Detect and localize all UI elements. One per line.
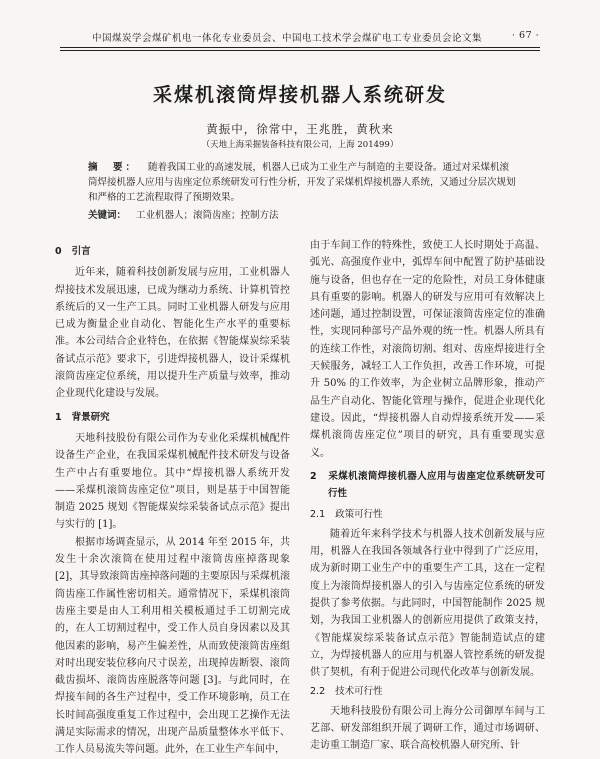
- subsection-number: 2.1: [310, 509, 326, 521]
- page-number: · 67 ·: [512, 30, 540, 41]
- keywords-text: 工业机器人；滚筒齿座；控制方法: [136, 210, 279, 221]
- section-number: 2: [310, 470, 317, 482]
- affiliation: （天地上海采掘装备科技有限公司，上海 201499）: [201, 140, 399, 150]
- section-title: 引言: [71, 246, 91, 257]
- section-heading-introduction: [55, 243, 290, 260]
- paragraph: 天地科技股份有限公司上海分公司御厚车间与工艺部、研发部组织开展了调研工作，通过市场调研、走访重工制造厂家、联合高校机器人研究所、针: [310, 705, 545, 752]
- running-title: 中国煤炭学会煤矿机电一体化专业委员会、中国电工技术学会煤矿电工专业委员会论文集: [92, 33, 483, 44]
- paragraph: 随着近年来科学技术与机器人技术创新发展与应用，机器人在我国各领域各行业中得到了广泛应用，成为新时期工业生产中的重要生产工具，这在一定程度上为滚筒焊接机器人的引入与齿座定位系统的研发提供了参考依据。与此同时，中国智能制作 2025 规划，为我国工业机器人的创新应用提供了政策支持，《智能煤炭综采装备试点示范》智能制造试点的建立，为焊接机器人的应用与机器人管控系统的研发提供了契机，有利于促进公司现代化改革与创新发展。: [310, 528, 545, 679]
- section-title: 背景研究: [71, 411, 110, 423]
- section-number: 1: [55, 411, 62, 423]
- keywords-label: 关键词：: [88, 210, 127, 221]
- right-column: [310, 237, 545, 755]
- paragraph: 天地科技股份有限公司作为专业化采煤机械配件设备生产企业，在我国采煤机械配件技术研发与设备生产中占有重要地位。其中“焊接机器人系统开发——采煤机滚筒齿座定位”项目，则是基于中国智能制造 2025 规划《智能煤炭综采装备试点示范》提出与实行的 [1]。: [55, 432, 290, 531]
- subsection-title: 政策可行性: [335, 509, 383, 521]
- subsection-title: 技术可行性: [335, 686, 383, 698]
- authors: 黄振中，徐常中，王兆胜，黄秋来: [206, 122, 394, 136]
- section-title: 采煤机滚筒焊接机器人应用与齿座定位系统研发可行性: [328, 470, 545, 500]
- subsection-heading-technical: [310, 683, 545, 700]
- header-rule-thin: [60, 50, 540, 51]
- paragraph: 根据市场调查显示，从 2014 年至 2015 年，共发生十余次滚筒在使用过程中滚筒齿座掉落现象 [2]，其导致滚筒齿座掉落问题的主要原因与采煤机滚筒齿座工作属性密切相关。通常情况下，采煤机滚筒齿座主要是由人工利用相关模板通过手工切割完成的，在人工切割过程中，受工作人员自身因素以及其他因素的影响，易产生偏差性，从而致使滚筒齿座组对时出现安装位移向尺寸误差，出现掉齿断裂、滚筒截齿损坏、滚筒齿座脱落等问题 [3]。与此同时，在焊接车间的各生产过程中，受工作环境影响，员工在长时间高强度重复工作过程中，会出现工艺操作无法满足实际需求的情况，出现产品质量整体水平低下、工作人员易流失等问题。此外，在工业生产车间中，: [55, 536, 290, 756]
- section-heading-background: [55, 409, 290, 426]
- left-column: [55, 237, 290, 759]
- header-rule: [60, 47, 540, 48]
- abstract-label: 摘 要：: [88, 162, 139, 173]
- section-number: 0: [55, 246, 62, 257]
- article-title: 采煤机滚筒焊接机器人系统研发: [152, 84, 447, 106]
- abstract-text: 随着我国工业的高速发展，机器人已成为工业生产与制造的主要设备。通过对采煤机滚筒焊接机器人应用与齿座定位系统研发可行性分析，开发了采煤机焊接机器人系统，又通过分层次规划和严格的工艺流程取得了预期效果。: [88, 162, 516, 203]
- subsection-number: 2.2: [310, 686, 326, 698]
- paragraph: 由于车间工作的特殊性，致使工人长时期处于高温、弧光、高强度作业中，弧焊车间中配置了防护基础设施与设备，但也存在一定的危险性，对员工身体健康具有重要的影响。机器人的研发与应用可有效解决上述问题，通过控制设置，可保证滚筒齿座定位的准确性，实现同种部号产品外观的统一性。机器人所具有的连续工作性，对滚筒切割、组对、齿座焊接进行全天候服务，减轻工人工作负担，改善工作环境，可提升 50% 的工作效率，为企业树立品牌形象，推动产品生产自动化、智能化管理与操作，促进企业现代化建设。因此，“焊接机器人自动焊接系统开发——采煤机滚筒齿座定位”项目的研究，具有重要现实意义。: [310, 240, 545, 459]
- keywords: [88, 208, 518, 223]
- abstract: [88, 160, 518, 205]
- paragraph: 近年来，随着科技创新发展与应用，工业机器人焊接技术发展迅速，已成为继动力系统、计算机管控系统后的又一生产工具。同时工业机器人研发与应用已成为衡量企业自动化、智能化生产水平的重要标准。本公司结合企业特色，在依据《智能煤炭综采装备试点示范》要求下，引进焊接机器人，设计采煤机滚筒齿座定位系统，用以提升生产质量与效率，推动企业现代化建设与发展。: [55, 267, 290, 400]
- section-heading-feasibility: [310, 468, 545, 503]
- subsection-heading-policy: [310, 506, 545, 523]
